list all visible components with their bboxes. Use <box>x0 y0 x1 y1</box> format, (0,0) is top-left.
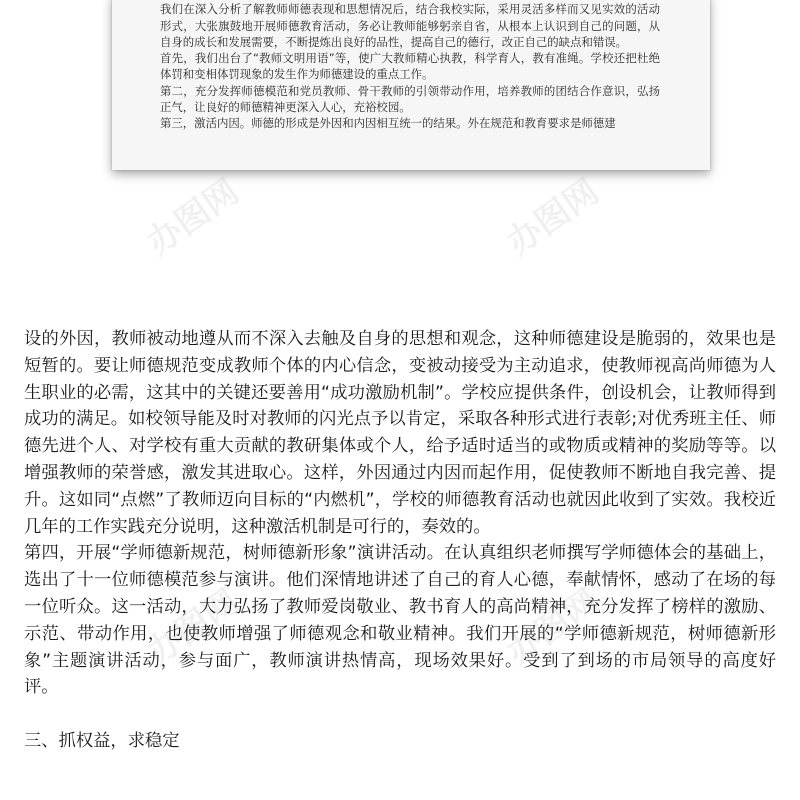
preview-line: 第三，激活内因。师德的形成是外因和内因相互统一的结果。外在规范和教育要求是师德建 <box>160 116 616 131</box>
page-preview-card <box>112 0 710 170</box>
page-preview-text <box>160 0 660 132</box>
watermark-4: 办图网 <box>499 581 607 674</box>
document-paragraph: 第四，开展“学师德新规范，树师德新形象”演讲活动。在认真组织老师撰写学师德体会的基础上，选出了十一位师德模范参与演讲。他们深情地讲述了自己的育人心德，奉献情怀，感动了在场的每一位听众。这一活动，大力弘扬了教师爱岗敬业、教书育人的高尚精神，充分发挥了榜样的激励、示范、带动作用，也使教师增强了师德观念和敬业精神。我们开展的“学师德新规范，树师德新形象”主题演讲活动，参与面广，教师演讲热情高，现场效果好。受到了到场的市局领导的高度好评。 <box>24 543 776 698</box>
preview-line: 第二，充分发挥师德模范和党员教师、骨干教师的引领带动作用，培养教师的团结合作意识，弘扬正气，让良好的师德精神更深入人心，充裕校园。 <box>160 83 660 115</box>
preview-line: 首先，我们出台了“教师文明用语”等，使广大教师精心执教，科学育人，教有准绳。学校还把杜绝体罚和变相体罚现象的发生作为师德建设的重点工作。 <box>160 51 660 82</box>
section-heading: 三、抓权益，求稳定 <box>24 731 180 752</box>
watermark-2: 办图网 <box>499 171 607 264</box>
watermark-1: 办图网 <box>139 171 247 264</box>
document-paragraph: 设的外因，教师被动地遵从而不深入去触及自身的思想和观念，这种师德建设是脆弱的，效果也是短暂的。要让师德规范变成教师个体的内心信念，变被动接受为主动追求，使教师视高尚师德为人生职业的必需，这其中的关键还要善用“成功激励机制”。学校应提供条件，创设机会，让教师得到成功的满足。如校领导能及时对教师的闪光点予以肯定，采取各种形式进行表彰;对优秀班主任、师德先进个人、对学校有重大贡献的教研集体或个人，给予适时适当的或物质或精神的奖励等等。以增强教师的荣誉感，激发其进取心。这样，外因通过内因而起作用，促使教师不断地自我完善、提升。这如同“点燃”了教师迈向目标的“内燃机”，学校的师德教育活动也就因此收到了实效。我校近几年的工作实践充分说明，这种激活机制是可行的，奏效的。 <box>24 329 776 537</box>
preview-line: 我们在深入分析了解教师师德表现和思想情况后，结合我校实际，采用灵活多样而又见实效的活动形式，大张旗鼓地开展师德教育活动，务必让教师能够躬亲自省，从根本上认识到自己的问题，从自身的成长和发展需要，不断提炼出良好的品性，提高自己的德行，改正自己的缺点和错误。 <box>160 2 660 49</box>
document-body <box>24 326 776 755</box>
watermark-3: 办图网 <box>139 581 247 674</box>
